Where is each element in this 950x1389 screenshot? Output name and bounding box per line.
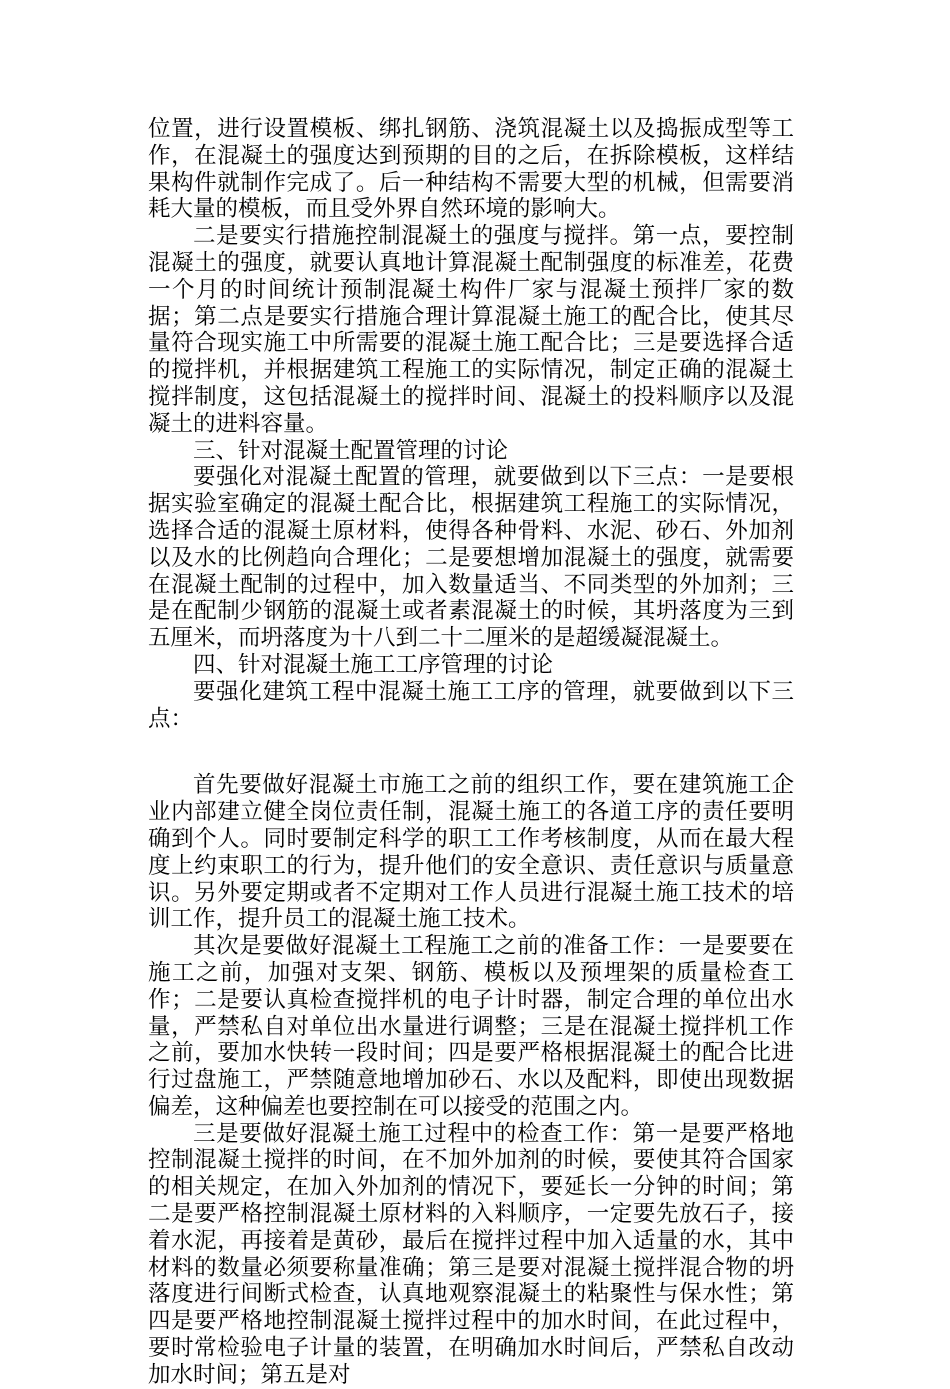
document-page <box>148 116 794 1389</box>
paragraph-preparation: 其次是要做好混凝土工程施工之前的准备工作：一是要要在施工之前，加强对支架、钢筋、模板以及预埋架的质量检查工作；二是要认真检查搅拌机的电子计时器，制定合理的单位出水量，严禁私自对单位出水量进行调整；三是在混凝土搅拌机工作之前，要加水快转一段时间；四是要严格根据混凝土的配合比进行过盘施工，严禁随意地增加砂石、水以及配料，即使出现数据偏差，这种偏差也要控制在可以接受的范围之内。 <box>148 933 794 1120</box>
section-heading-3: 三、针对混凝土配置管理的讨论 <box>193 437 509 464</box>
paragraph-continued: 位置，进行设置模板、绑扎钢筋、浇筑混凝土以及捣振成型等工作，在混凝土的强度达到预期的目的之后，在拆除模板，这样结果构件就制作完成了。后一种结构不需要大型的机械，但需要消耗大量的模板，而且受外界自然环境的影响大。 <box>148 116 794 223</box>
paragraph-inspection: 三是要做好混凝土施工过程中的检查工作：第一是要严格地控制混凝土搅拌的时间，在不加外加剂的时候，要使其符合国家的相关规定，在加入外加剂的情况下，要延长一分钟的时间；第二是要严格控制混凝土原材料的入料顺序，一定要先放石子，接着水泥，再接着是黄砂，最后在搅拌过程中加入适量的水，其中材料的数量必须要称量准确；第三是要对混凝土搅拌混合物的坍落度进行间断式检查，认真地观察混凝土的粘聚性与保水性；第四是要严格地控制混凝土搅拌过程中的加水时间，在此过程中，要时常检验电子计量的装置，在明确加水时间后，严禁私自改动加水时间；第五是对 <box>148 1120 794 1388</box>
paragraph-organization: 首先要做好混凝土市施工之前的组织工作，要在建筑施工企业内部建立健全岗位责任制，混凝土施工的各道工序的责任要明确到个人。同时要制定科学的职工工作考核制度，从而在最大程度上约束职工的行为，提升他们的安全意识、责任意识与质量意识。另外要定期或者不定期对工作人员进行混凝土施工技术的培训工作，提升员工的混凝土施工技术。 <box>148 772 794 933</box>
paragraph-configuration: 要强化对混凝土配置的管理，就要做到以下三点：一是要根据实验室确定的混凝土配合比，根据建筑工程施工的实际情况，选择合适的混凝土原材料，使得各种骨料、水泥、砂石、外加剂以及水的比例趋向合理化；二是要想增加混凝土的强度，就需要在混凝土配制的过程中，加入数量适当、不同类型的外加剂；三是在配制少钢筋的混凝土或者素混凝土的时候，其坍落度为三到五厘米，而坍落度为十八到二十二厘米的是超缓凝混凝土。 <box>148 464 794 652</box>
blank-gap <box>148 732 794 772</box>
section-heading-4: 四、针对混凝土施工工序管理的讨论 <box>193 651 554 678</box>
paragraph-process-intro: 要强化建筑工程中混凝土施工工序的管理，就要做到以下三点： <box>148 678 794 732</box>
paragraph-strength-mixing: 二是要实行措施控制混凝土的强度与搅拌。第一点，要控制混凝土的强度，就要认真地计算混凝土配制强度的标准差，花费一个月的时间统计预制混凝土构件厂家与混凝土预拌厂家的数据；第二点是要实行措施合理计算混凝土施工的配合比，使其尽量符合现实施工中所需要的混凝土施工配合比；三是要选择合适的搅拌机，并根据建筑工程施工的实际情况，制定正确的混凝土搅拌制度，这包括混凝土的搅拌时间、混凝土的投料顺序以及混凝土的进料容量。 <box>148 223 794 437</box>
